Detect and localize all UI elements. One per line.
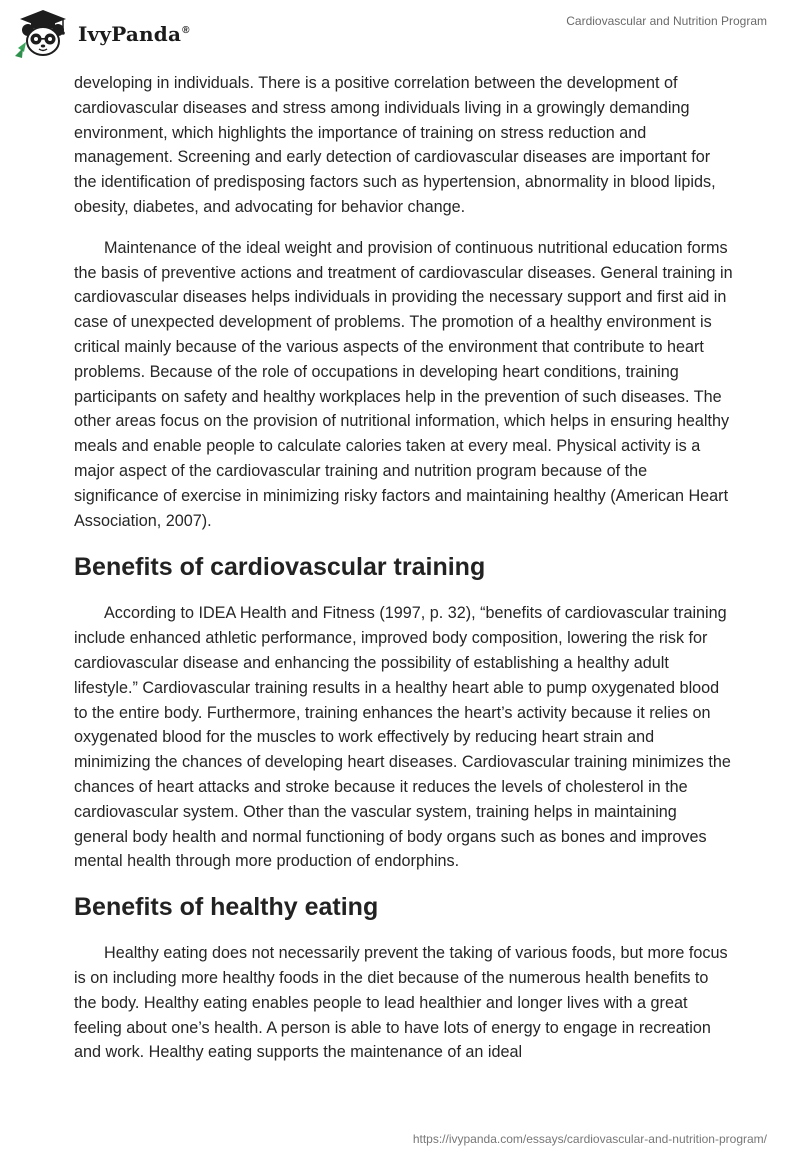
paragraph-3: According to IDEA Health and Fitness (1997, p. 32), “benefits of cardiovascular training include enhanced athletic performance, improved body composition, lowering the risk for cardiovascular disease and enhancing the possibility of establishing a healthy adult lifestyle.” Cardiovascular training results in a healthy heart able to pump oxygenated blood to the entire body. Furthermore, training enhances the heart’s activity because it relies on oxygenated blood for the muscles to work effectively by reducing heart strain and minimizing the chances of developing heart diseases. Cardiovascular training minimizes the chances of heart attacks and stroke because it reduces the levels of cholesterol in the cardiovascular system. Other than the vascular system, training helps in maintaining general body health and normal functioning of body organs such as bones and improves mental health through more production of endorphins.: [74, 604, 731, 871]
heading-healthy-eating: Benefits of healthy eating: [74, 893, 379, 922]
page-header: [0, 0, 800, 70]
brand-name: IvyPanda®: [78, 22, 190, 46]
paragraph-1: developing in individuals. There is a positive correlation between the development of cardiovascular diseases and stress among individuals living in a growingly demanding environment, which highlights the importance of training on stress reduction and management. Screening and early detection of cardiovascular diseases are important for the identification of predisposing factors such as hypertension, abnormality in blood lipids, obesity, diabetes, and advocating for behavior change.: [74, 74, 716, 216]
ivypanda-logo[interactable]: [14, 8, 190, 60]
panda-graduate-icon: [14, 8, 72, 60]
source-url[interactable]: https://ivypanda.com/essays/cardiovascular-and-nutrition-program/: [412, 1132, 767, 1146]
paragraph-4: Healthy eating does not necessarily prevent the taking of various foods, but more focus is on including more healthy foods in the diet because of the numerous health benefits to the body. Healthy eating enables people to lead healthier and longer lives with a great feeling about one’s health. A person is able to have lots of energy to engage in recreation and work. Healthy eating supports the maintenance of an ideal: [74, 944, 728, 1062]
heading-cardiovascular-training: Benefits of cardiovascular training: [74, 553, 486, 582]
paragraph-2: Maintenance of the ideal weight and provision of continuous nutritional education forms the basis of preventive actions and treatment of cardiovascular diseases. General training in cardiovascular diseases helps individuals in providing the necessary support and first aid in case of unexpected development of problems. The promotion of a healthy environment is critical mainly because of the various aspects of the environment that contribute to heart problems. Because of the role of occupations in developing heart conditions, training participants on safety and healthy workplaces help in the prevention of such diseases. The other areas focus on the provision of nutritional information, which helps in ensuring healthy meals and enable people to calculate calories taken at every meal. Physical activity is a major aspect of the cardiovascular training and nutrition program because of the significance of exercise in minimizing risky factors and maintaining healthy (American Heart Association, 2007).: [74, 238, 733, 530]
document-title: Cardiovascular and Nutrition Program: [566, 14, 767, 28]
essay-content: [74, 71, 734, 1065]
